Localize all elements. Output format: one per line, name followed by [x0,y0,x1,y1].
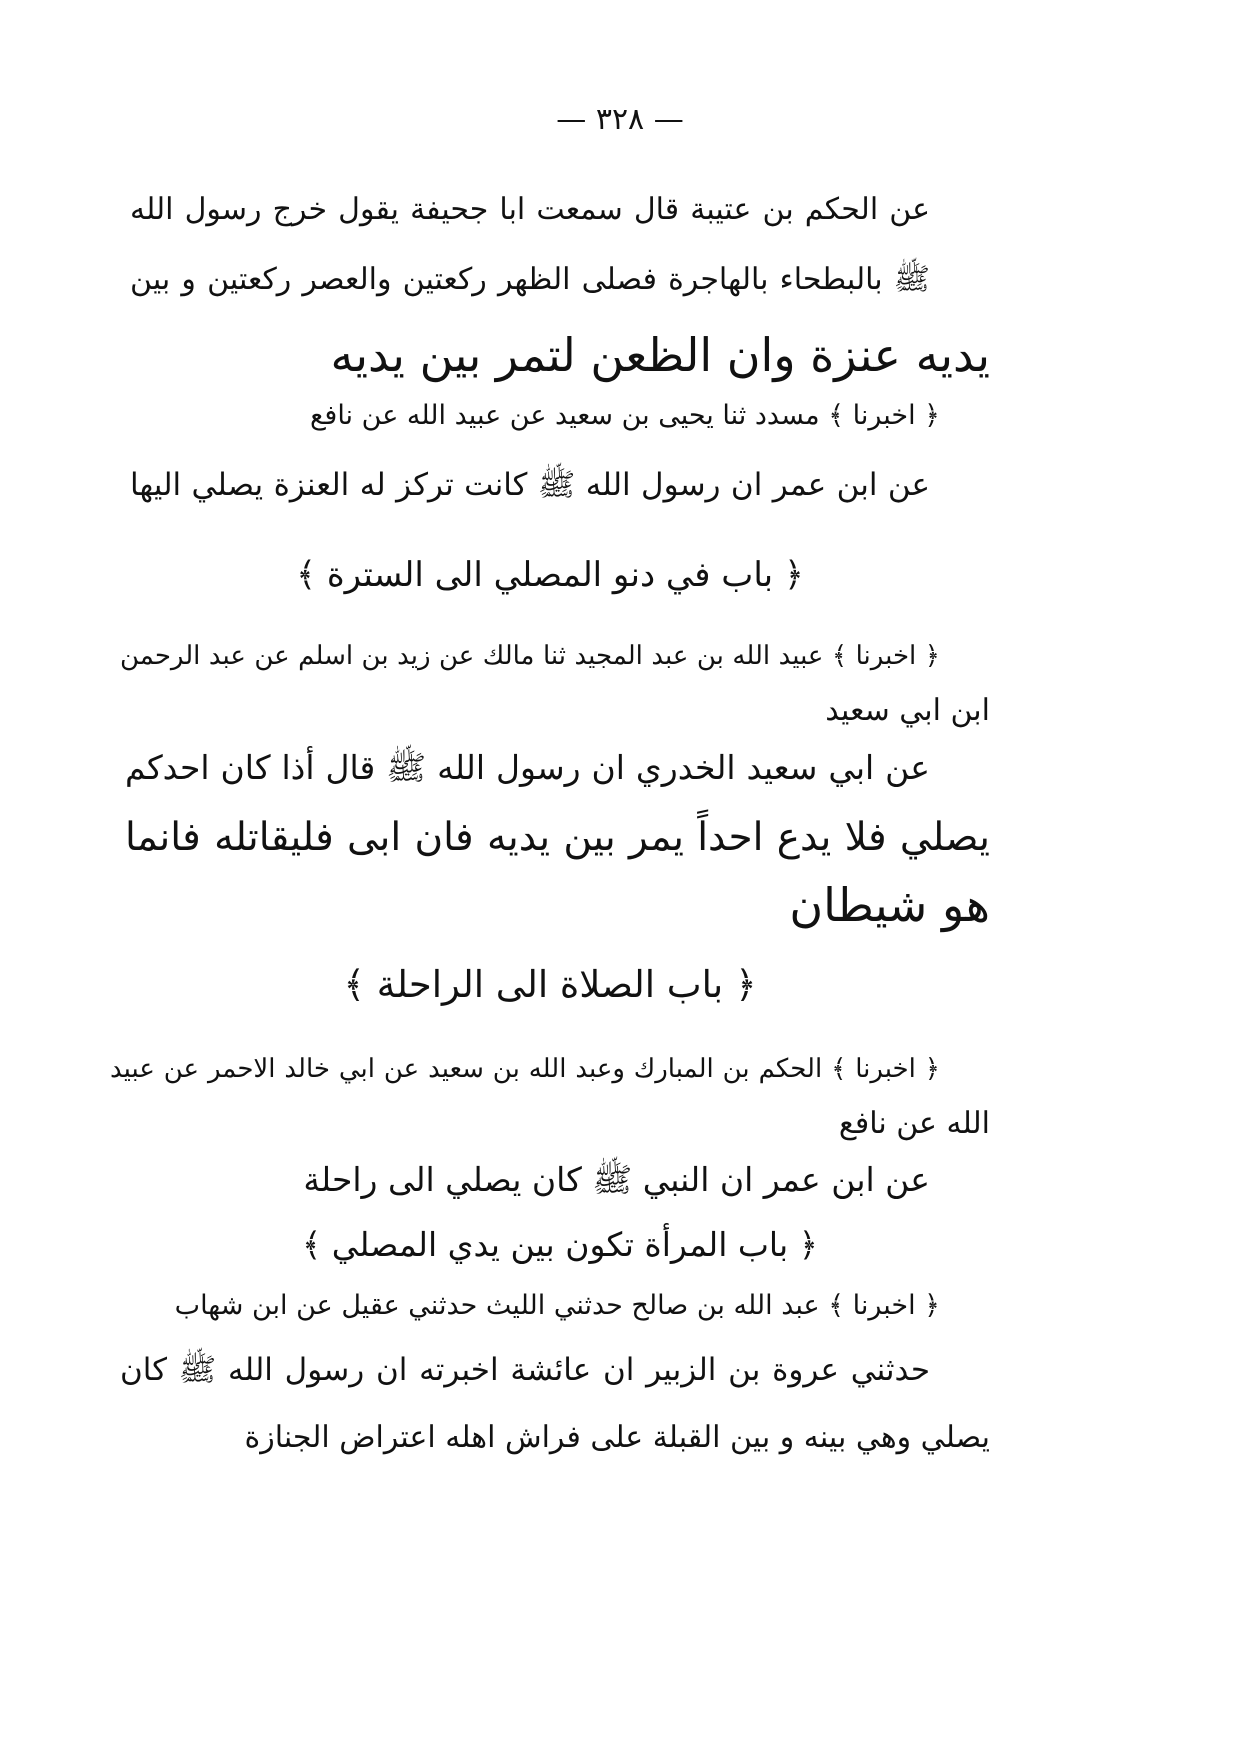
page-number: — ٣٢٨ — [556,102,684,137]
text-line: عن ابن عمر ان رسول الله ﷺ كانت تركز له العنزة يصلي اليها [130,467,930,503]
chapter-heading: ﴿ باب الصلاة الى الراحلة ﴾ [343,963,757,1006]
text-line: هو شيطان [789,878,990,932]
text-line: حدثني عروة بن الزبير ان عائشة اخبرته ان رسول الله ﷺ كان [120,1352,930,1388]
text-line: يصلي فلا يدع احداً يمر بين يديه فان ابى فليقاتله فانما [125,815,990,860]
text-line: يديه عنزة وان الظعن لتمر بين يديه [330,328,990,382]
isnad-line: ابن ابي سعيد [825,693,990,728]
isnad-line: ﴿ اخبرنا ﴾ الحكم بن المبارك وعبد الله بن سعيد عن ابي خالد الاحمر عن عبيد [110,1054,940,1084]
chapter-heading: ﴿ باب المرأة تكون بين يدي المصلي ﴾ [301,1225,818,1264]
chapter-heading: ﴿ باب في دنو المصلي الى السترة ﴾ [296,555,804,595]
text-line: عن ابي سعيد الخدري ان رسول الله ﷺ قال أذا كان احدكم [125,748,930,787]
text-line: ﷺ بالبطحاء بالهاجرة فصلى الظهر ركعتين والعصر ركعتين و بين [130,262,930,297]
text-line: يصلي وهي بينه و بين القبلة على فراش اهله اعتراض الجنازة [244,1420,990,1455]
isnad-line: ﴿ اخبرنا ﴾ عبيد الله بن عبد المجيد ثنا مالك عن زيد بن اسلم عن عبد الرحمن [120,641,940,671]
text-line: عن ابن عمر ان النبي ﷺ كان يصلي الى راحلة [303,1160,930,1199]
isnad-line: ﴿ اخبرنا ﴾ عبد الله بن صالح حدثني الليث حدثني عقيل عن ابن شهاب [174,1290,940,1321]
text-line: عن الحكم بن عتيبة قال سمعت ابا جحيفة يقول خرج رسول الله [130,192,930,227]
isnad-line: الله عن نافع [838,1106,990,1141]
isnad-line: ﴿ اخبرنا ﴾ مسدد ثنا يحيى بن سعيد عن عبيد الله عن نافع [310,400,940,431]
